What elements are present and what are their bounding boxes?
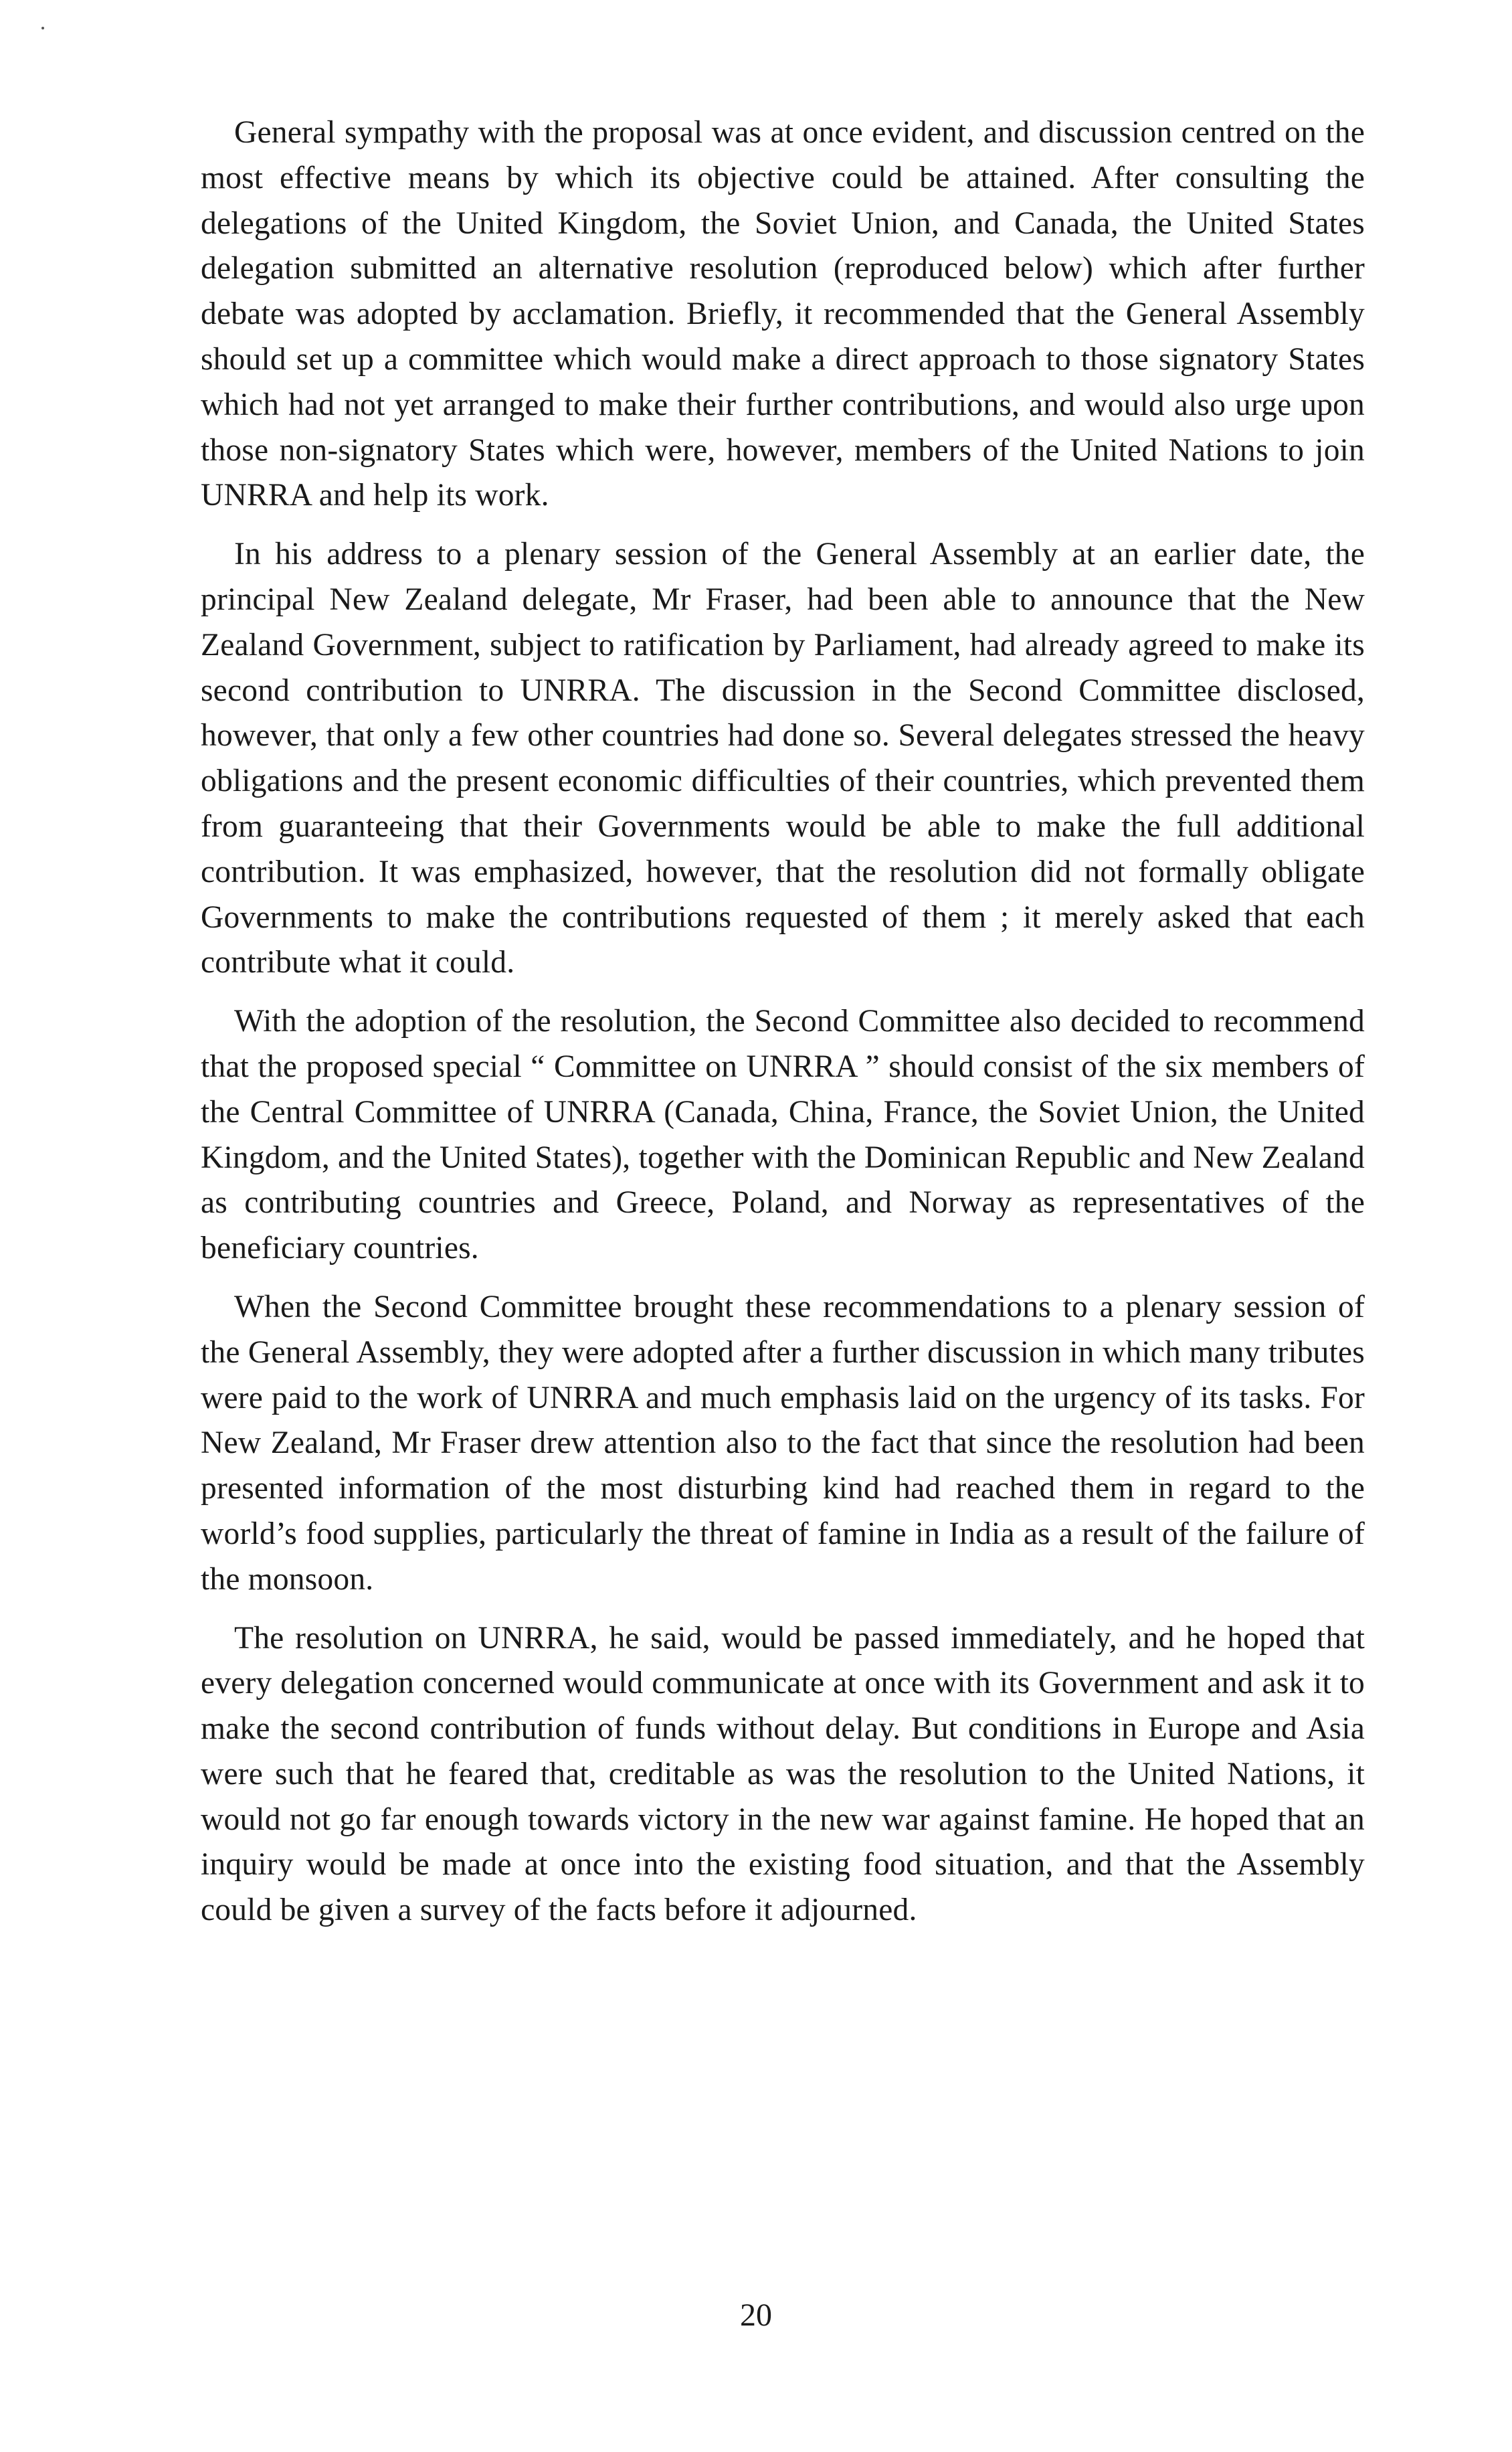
body-text xyxy=(201,110,1365,1947)
scan-speck xyxy=(41,27,44,29)
paragraph-2: In his address to a plenary session of the General Assembly at an earlier date, the principal New Zealand delegate, Mr Fraser, had been able to announce that the New Zealand Government, subject to ratification by Parliament, had already agreed to make its second contribution to UNRRA. The discussion in the Second Committee disclosed, however, that only a few other countries had done so. Several delegates stressed the heavy obligations and the present economic difficulties of their countries, which prevented them from guaranteeing that their Governments would be able to make the full additional contribution. It was emphasized, however, that the resolution did not formally obligate Governments to make the contributions requested of them ; it merely asked that each contribute what it could. xyxy=(201,537,1365,980)
paragraph-4: When the Second Committee brought these recommendations to a plenary session of the General Assembly, they were adopted after a further discussion in which many tributes were paid to the work of UNRRA and much emphasis laid on the urgency of its tasks. For New Zealand, Mr Fraser drew attention also to the fact that since the resolution had been presented information of the most disturbing kind had reached them in regard to the world’s food supplies, particularly the threat of famine in India as a result of the failure of the monsoon. xyxy=(201,1289,1365,1597)
paragraph-1: General sympathy with the proposal was at once evident, and discussion centred on the most effective means by which its objective could be attained. After consulting the delegations of the United Kingdom, the Soviet Union, and Canada, the United States delegation submitted an alternative resolution (reproduced below) which after further debate was adopted by acclamation. Briefly, it recommended that the General Assembly should set up a committee which would make a direct approach to those signatory States which had not yet arranged to make their further contributions, and would also urge upon those non-signatory States which were, however, members of the United Nations to join UNRRA and help its work. xyxy=(201,115,1365,513)
page-number: 20 xyxy=(740,2297,772,2333)
paragraph-3: With the adoption of the resolution, the Second Committee also decided to recommend that the proposed special “ Committee on UNRRA ” should consist of the six members of the Central Committee of UNRRA (Canada, China, France, the Soviet Union, the United Kingdom, and the United States), together with the Dominican Republic and New Zealand as contributing countries and Greece, Poland, and Norway as representatives of the beneficiary countries. xyxy=(201,1004,1365,1266)
paragraph-5: The resolution on UNRRA, he said, would be passed immediately, and he hoped that every delegation concerned would communicate at once with its Government and ask it to make the second contribution of funds without delay. But conditions in Europe and Asia were such that he feared that, creditable as was the resolution to the United Nations, it would not go far enough towards victory in the new war against famine. He hoped that an inquiry would be made at once into the existing food situation, and that the Assembly could be given a survey of the facts before it adjourned. xyxy=(201,1620,1365,1928)
